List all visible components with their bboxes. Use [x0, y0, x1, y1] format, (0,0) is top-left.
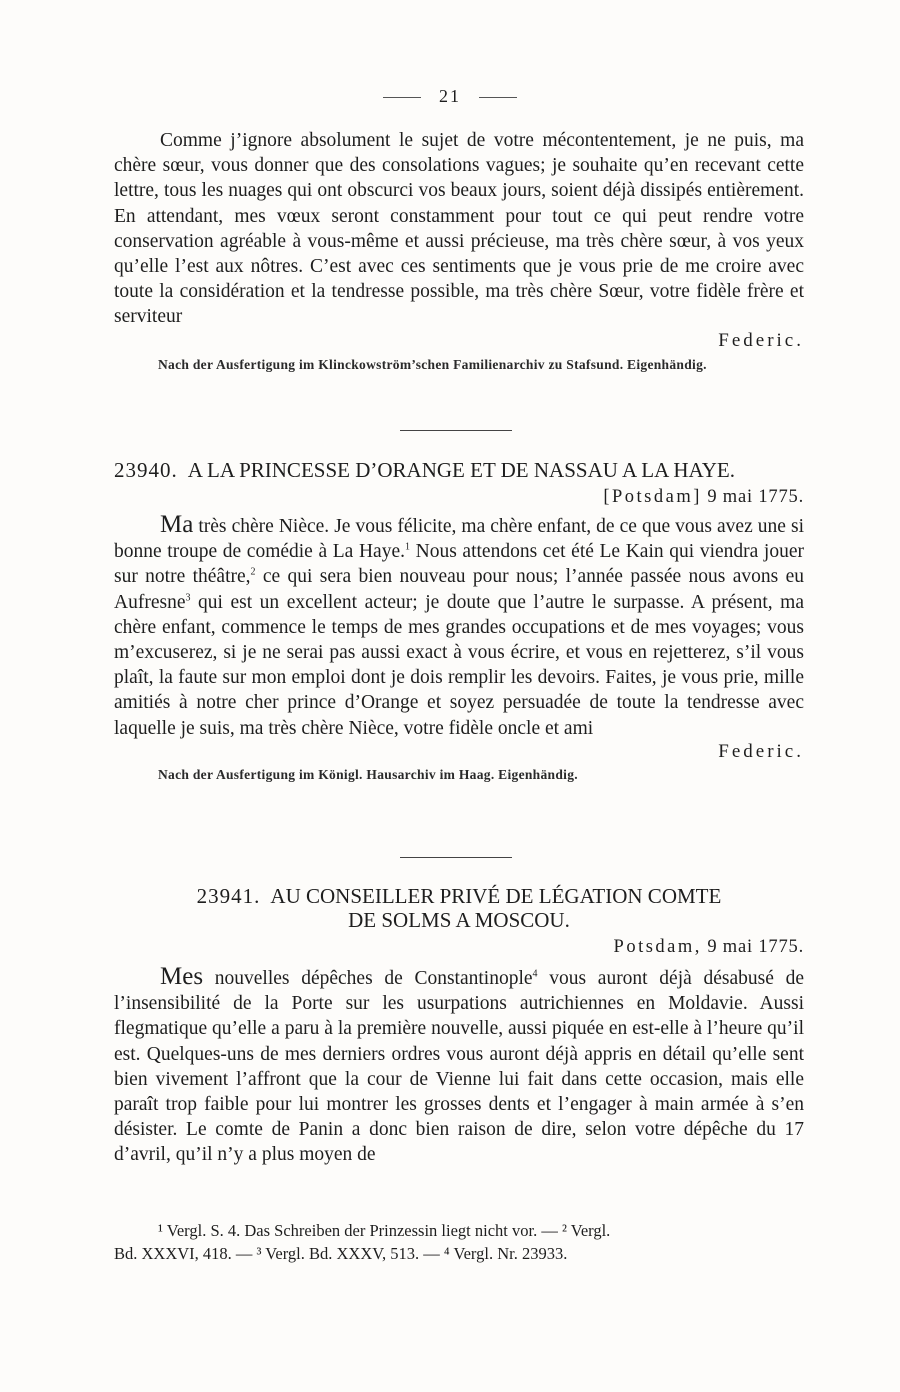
signature: Federic.	[718, 329, 804, 351]
letter-body: Mes nouvelles dépêches de Constantinople$^4$ vous auront déjà désabusé de l’insensibilité de la Porte sur les usurpations autrichiennes en Moldavie. Aussi flegmatique qu’elle a paru à la première nouvelle, aussi piquée en est-elle à l’heure qu’il est. Quelques-uns de mes derniers ordres vous auront déjà appris en détail qu’elle sent bien vivement l’affront que la cour de Vienne lui fait dans cette occasion, mais elle paraît trop faible pour lui montrer les grosses dents et l’engager à main armée à s’en désister. Le comte de Panin a donc bien raison de dire, selon votre dépêche du 17 d’avril, qu’il n’y a plus moyen de	[114, 963, 804, 1166]
footnote-ref: 2	[250, 566, 256, 578]
initial-word: Mes	[160, 963, 204, 990]
letter-body: Ma très chère Nièce. Je vous félicite, ma chère enfant, de ce que vous avez une si bonne troupe de comédie à La Haye.$^1$ Nous attendons cet été Le Kain qui viendra jouer sur notre théâtre,$^2$ ce qui sera bien nouveau pour nous; l’année passée nous avons eu Aufresne$^3$ qui est un excellent acteur; je doute que l’autre le surpasse. A présent, ma chère enfant, commence le temps de mes grandes occupations et de mes voyages; vous m’excuserez, si je ne serai pas aussi exact à vous écrire, et vous en rejetterez, s’il vous plaît, la faute sur mon emploi dont je dois remplir les devoirs. Faites, je vous prie, mille amitiés à notre cher prince d’Orange et soyez persuadée de toute la tendresse avec laquelle je suis, ma très chère Nièce, votre fidèle oncle et ami	[114, 511, 804, 739]
letter-23940	[114, 458, 804, 783]
previous-letter	[114, 128, 804, 373]
letter-23941	[114, 884, 804, 1168]
previous-letter-text: Comme j’ignore absolument le sujet de votre mécontentement, je ne puis, ma chère sœur, vous donner que des consolations vagues; je souhaite qu’en recevant cette lettre, tous les nuages qui ont obscurci vos beaux jours, soient déjà dissipés entièrement. En attendant, mes vœux seront constamment pour tout ce qui peut rendre votre conservation agréable à vous-même et aussi précieuse, ma très chère sœur, à vos yeux qu’elle l’est aux nôtres. C’est avec ces sentiments que je vous prie de me croire avec toute la considération et la tendresse possible, ma très chère Sœur, votre fidèle frère et serviteur	[114, 130, 804, 328]
letter-title: AU CONSEILLER PRIVÉ DE LÉGATION COMTE	[270, 884, 722, 908]
letter-heading	[114, 458, 804, 482]
dateline: Potsdam, 9 mai 1775.	[613, 937, 804, 957]
letter-title: A LA PRINCESSE D’ORANGE ET DE NASSAU A LA HAYE.	[187, 458, 735, 482]
signature: Federic.	[718, 740, 804, 762]
page-number: 21	[0, 86, 900, 107]
letter-heading	[114, 884, 804, 932]
separator	[400, 857, 512, 858]
footnotes	[114, 1219, 804, 1265]
source-note: Nach der Ausfertigung im Klinckowström’schen Familienarchiv zu Stafsund. Eigenhändig.	[158, 356, 707, 372]
letter-title-line2: DE SOLMS A MOSCOU.	[348, 908, 570, 932]
source-note: Nach der Ausfertigung im Königl. Hausarchiv im Haag. Eigenhändig.	[158, 766, 578, 782]
dateline: [Potsdam] 9 mai 1775.	[603, 487, 804, 507]
footnote-ref: 3	[185, 592, 191, 604]
footnote-line: ¹ Vergl. S. 4. Das Schreiben der Prinzessin liegt nicht vor. — ² Vergl.	[158, 1221, 611, 1240]
letter-number: 23940.	[114, 458, 178, 482]
footnote-ref: 4	[532, 968, 538, 980]
letter-number: 23941.	[196, 884, 261, 908]
footnote-ref: 1	[404, 541, 410, 553]
initial-word: Ma	[160, 511, 194, 538]
separator	[400, 430, 512, 431]
footnote-line: Bd. XXXVI, 418. — ³ Vergl. Bd. XXXV, 513. — ⁴ Vergl. Nr. 23933.	[114, 1244, 568, 1263]
